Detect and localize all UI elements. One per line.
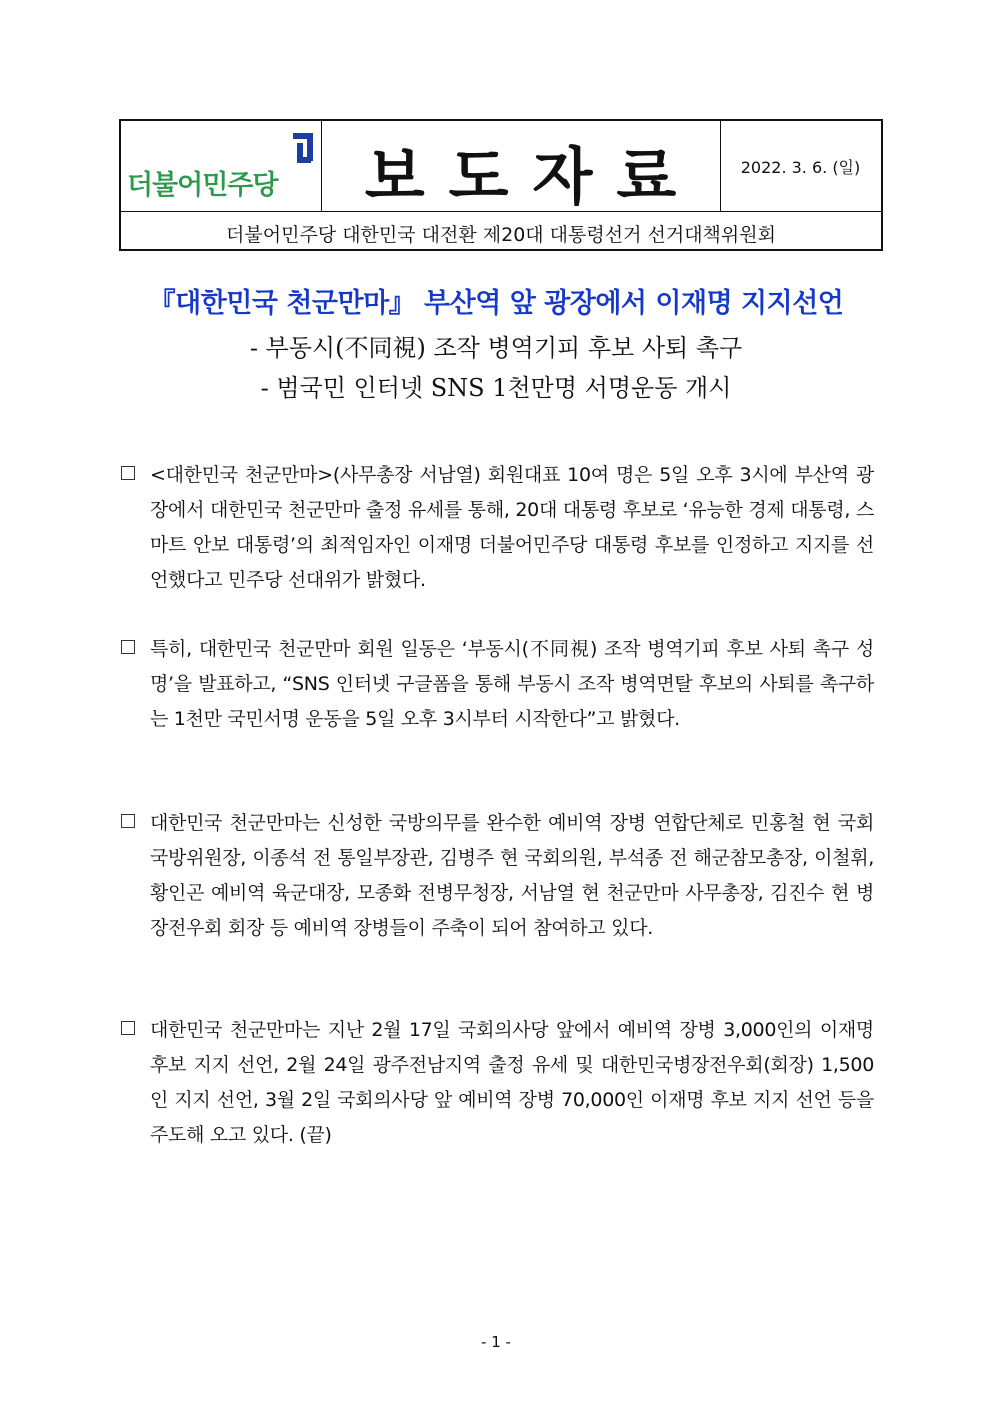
checkbox-bullet-icon <box>121 640 135 654</box>
date-cell <box>720 121 881 211</box>
checkbox-bullet-icon <box>121 814 135 828</box>
page-number: - 1 - <box>481 1333 511 1351</box>
organization-name: 더불어민주당 대한민국 대전환 제20대 대통령선거 선거대책위원회 <box>226 224 776 246</box>
document-title: 보도자료 <box>364 140 701 213</box>
headline: 『대한민국 천군만마』 부산역 앞 광장에서 이재명 지지선언 <box>148 288 844 319</box>
paragraph <box>119 1013 874 1153</box>
subheadline: - 범국민 인터넷 SNS 1천만명 서명운동 개시 <box>260 374 732 402</box>
paragraph-text: 특히, 대한민국 천군만마 회원 일동은 ‘부동시(不同視) 조작 병역기피 후보 사퇴 촉구 성명’을 발표하고, “SNS 인터넷 구글폼을 통해 부동시 조작 병역면탈 후보의 사퇴를 촉구하는 1천만 국민서명 운동을 5일 오후 3시부터 시작한다”고 밝혔다. <box>150 638 874 730</box>
header-top-row <box>121 121 881 212</box>
paragraph <box>119 632 874 737</box>
paragraph-text: <대한민국 천군만마>(사무총장 서남열) 회원대표 10여 명은 5일 오후 3시에 부산역 광장에서 대한민국 천군만마 출정 유세를 통해, 20대 대통령 후보로 ‘유능한 경제 대통령, 스마트 안보 대통령’의 최적임자인 이재명 더불어민주당 대통령 후보를 인정하고 지지를 선언했다고 민주당 선대위가 밝혔다. <box>150 464 874 591</box>
party-logo-mark-icon <box>287 131 317 167</box>
subheadline: - 부동시(不同視) 조작 병역기피 후보 사퇴 촉구 <box>249 334 743 362</box>
press-release-header <box>119 119 883 251</box>
paragraph <box>119 806 874 946</box>
title-cell <box>321 121 721 211</box>
release-date: 2022. 3. 6. (일) <box>740 158 861 177</box>
paragraph-text: 대한민국 천군만마는 지난 2월 17일 국회의사당 앞에서 예비역 장병 3,000인의 이재명 후보 지지 선언, 2월 24일 광주전남지역 출정 유세 및 대한민국병장전우회(회장) 1,500인 지지 선언, 3월 2일 국회의사당 앞 예비역 장병 70,000인 이재명 후보 지지 선언 등을 주도해 오고 있다. (끝) <box>150 1019 874 1146</box>
party-logo-text: 더불어민주당 <box>127 170 278 201</box>
checkbox-bullet-icon <box>121 466 135 480</box>
paragraph <box>119 458 874 598</box>
party-logo <box>121 121 322 211</box>
checkbox-bullet-icon <box>121 1021 135 1035</box>
paragraph-text: 대한민국 천군만마는 신성한 국방의무를 완수한 예비역 장병 연합단체로 민홍철 현 국회 국방위원장, 이종석 전 통일부장관, 김병주 현 국회의원, 부석종 전 해군참모총장, 이철휘, 황인곤 예비역 육군대장, 모종화 전병무청장, 서남열 현 천군만마 사무총장, 김진수 현 병장전우회 회장 등 예비역 장병들이 주축이 되어 참여하고 있다. <box>150 812 874 939</box>
